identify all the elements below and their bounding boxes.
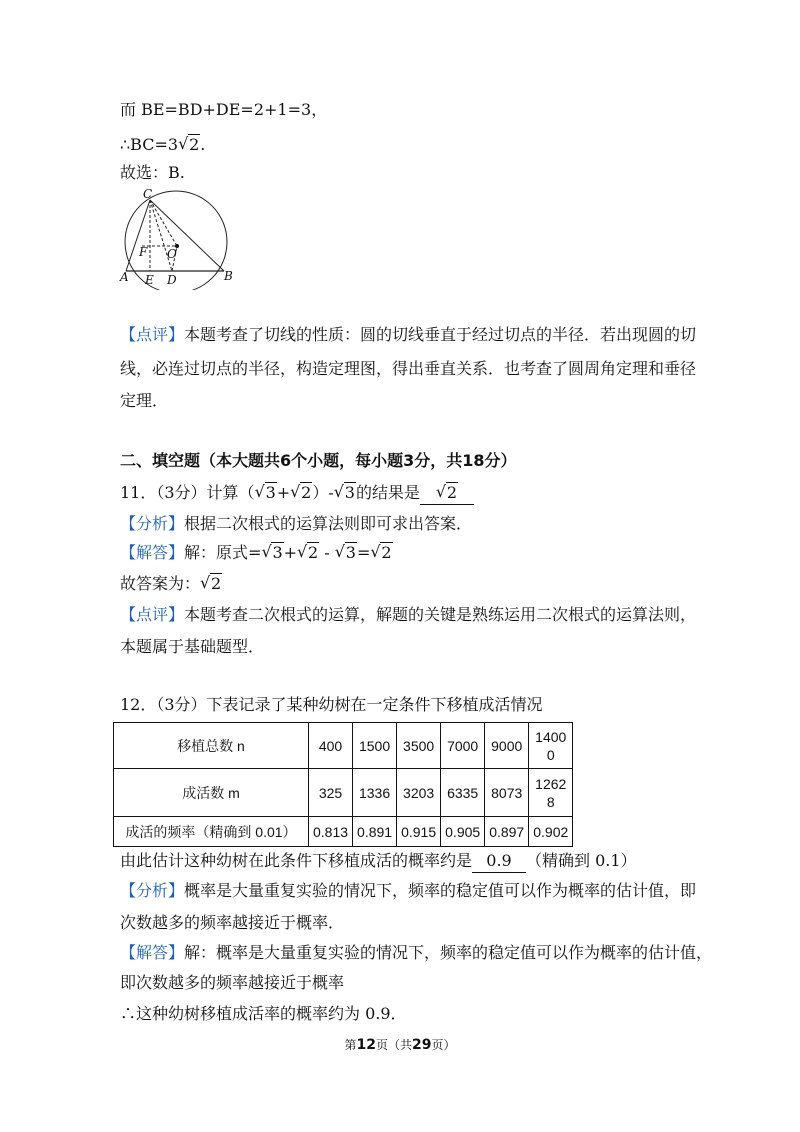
table-cell: 1336 [353,769,397,817]
table-cell: 0.897 [485,817,529,847]
q12-solution-line2: 即次数越多的频率越接近于概率 [120,973,345,992]
q11-review-line1: 【点评】本题考查二次根式的运算，解题的关键是熟练运用二次根式的运算法则， [120,605,697,624]
label-o: O [167,247,177,261]
q12-stem: 12．（3分）下表记录了某种幼树在一定条件下移植成活情况 [120,695,543,714]
circle-diagram [115,188,240,290]
table-cell: 8073 [485,769,529,817]
table-row [114,769,573,817]
table-cell: 1500 [353,723,397,769]
table-cell: 6335 [441,769,485,817]
row-label: 成活数 m [114,769,309,817]
table-row [114,723,573,769]
q12-conclusion: 由此估计这种幼树在此条件下移植成活的概率约是 0.9 （精确到 0.1） [120,850,637,873]
review1-line2: 线，必连过切点的半径，构造定理图，得出垂直关系．也考查了圆周角定理和垂径 [120,359,697,378]
label-d: D [167,273,177,287]
transplant-table [113,722,573,847]
q11-review-line2: 本题属于基础题型． [120,637,265,656]
q12-answer: 0.9 [472,850,526,873]
q11-stem: 11．（3分）计算（√ 3+√ 2）-√ 3的结果是√ 2 [120,482,474,505]
line-choice: 故选：B. [120,163,185,182]
q11-final: 故答案为：√ 2 [120,573,222,595]
q12-analysis-line1: 【分析】概率是大量重复实验的情况下，频率的稳定值可以作为概率的估计值，即 [120,881,697,900]
table-cell: 0.902 [529,817,573,847]
table-cell: 7000 [441,723,485,769]
label-c: C [143,188,153,201]
q11-analysis: 【分析】根据二次根式的运算法则即可求出答案． [120,514,473,533]
label-a: A [120,270,129,284]
review1-line3: 定理． [120,391,169,410]
table-cell: 1400 0 [529,723,573,769]
table-cell: 325 [309,769,353,817]
line-bc: ∴BC=3√ 2. [120,134,205,156]
review-tag: 【点评】 [120,325,185,344]
table-cell: 0.891 [353,817,397,847]
q11-solution: 【解答】解：原式=√ 3+√ 2 - √ 3=√ 2 [120,542,393,564]
table-cell: 400 [309,723,353,769]
row-label: 移植总数 n [114,723,309,769]
table-cell: 3203 [397,769,441,817]
review1-line1: 【点评】本题考查了切线的性质：圆的切线垂直于经过切点的半径．若出现圆的切 [120,325,697,344]
table-row [114,817,573,847]
table-cell: 0.905 [441,817,485,847]
line-be: 而 BE=BD+DE=2+1=3， [120,100,328,119]
table-cell: 0.915 [397,817,441,847]
table-cell: 3500 [397,723,441,769]
q12-therefore: ∴这种幼树移植成活率的概率约为 0.9． [120,1004,407,1023]
section-title: 二、填空题（本大题共6个小题，每小题3分，共18分） [120,451,517,470]
q12-solution-line1: 【解答】解：概率是大量重复实验的情况下，频率的稳定值可以作为概率的估计值， [120,943,713,962]
table-cell: 9000 [485,723,529,769]
label-e: E [145,273,154,287]
row-label: 成活的频率（精确到 0.01） [114,817,309,847]
q12-analysis-line2: 次数越多的频率越接近于概率． [120,913,345,932]
label-b: B [224,269,233,283]
table-cell: 1262 8 [529,769,573,817]
label-f: F [139,245,148,259]
table-cell: 0.813 [309,817,353,847]
page-footer: 第12页（共29页） [344,1037,456,1053]
